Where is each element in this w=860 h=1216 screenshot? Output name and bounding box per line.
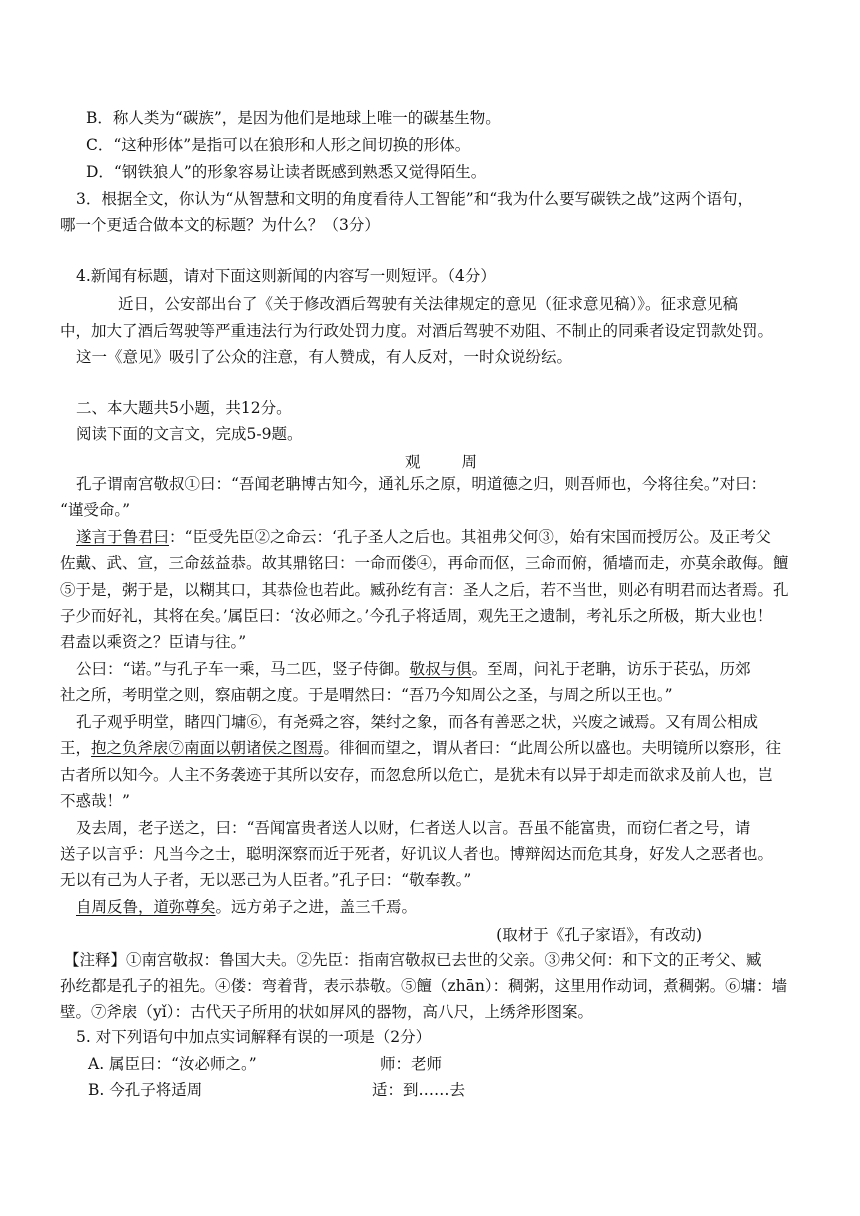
passage-line-6: 子少而好礼，其将在矣。’属臣曰：‘汝必师之。’今孔子将适周，观先王之遗制，考礼乐之所极，斯大业也！ bbox=[60, 607, 773, 625]
option-c-line: C．“这种形体”是指可以在狼形和人形之间切换的形体。 bbox=[86, 136, 471, 154]
news-line-3: 这一《意见》吸引了公众的注意，有人赞成，有人反对，一时众说纷纭。 bbox=[76, 348, 573, 366]
q5-option-b: B. 今孔子将适周 适：到……去 bbox=[88, 1081, 466, 1099]
underlined-sentence-3: 抱之负斧扆⑦南面以朝诸侯之图焉 bbox=[91, 739, 324, 757]
passage-title: 观 周 bbox=[405, 453, 495, 471]
passage-line-5: ⑤于是，粥于是，以糊其口，其恭俭也若此。臧孙纥有言：圣人之后，若不当世，则必有明君而达者焉。孔 bbox=[60, 581, 789, 599]
option-b-line: B．称人类为“碳族”，是因为他们是地球上唯一的碳基生物。 bbox=[86, 109, 501, 127]
reading-instruction: 阅读下面的文言文，完成5-9题。 bbox=[76, 425, 303, 443]
passage-line-15: 送子以言乎：凡当今之士，聪明深察而近于死者，好讥议人者也。博辩闳达而危其身，好发人之恶者也。 bbox=[60, 845, 774, 863]
source-note: (取材于《孔子家语》，有改动) bbox=[496, 926, 702, 944]
passage-line-12: 古者所以知今。人主不务袭迹于其所以安存，而忽怠所以危亡，是犹未有以异于却走而欲求及前人也，岂 bbox=[60, 766, 774, 784]
question-3-line-1: 3．根据全文，你认为“从智慧和文明的角度看待人工智能”和“我为什么要写碳铁之战”这两个语句， bbox=[76, 190, 754, 208]
passage-line-16: 无以有己为人子者，无以恶己为人臣者。”孔子曰：“敬奉教。” bbox=[60, 871, 472, 889]
passage-line-4: 佐戴、武、宣，三命兹益恭。故其鼎铭曰：一命而偻④，再命而伛，三命而俯，循墙而走，亦莫余敢侮。饘 bbox=[60, 554, 789, 572]
q5-option-a: A. 属臣曰：“汝必师之。” 师：老师 bbox=[88, 1055, 443, 1073]
passage-line-7: 君盍以乘资之？臣请与往。” bbox=[60, 633, 247, 651]
underlined-sentence-4: 自周反鲁，道弥尊矣 bbox=[76, 898, 216, 916]
underlined-sentence-1: 遂言于鲁君曰 bbox=[76, 528, 170, 546]
question-4-heading: 4.新闻有标题，请对下面这则新闻的内容写一则短评。（4分） bbox=[76, 267, 496, 285]
q5-option-b-answer: 适：到……去 bbox=[372, 1081, 466, 1099]
passage-line-11: 王，抱之负斧扆⑦南面以朝诸侯之图焉。徘徊而望之，谓从者曰：“此周公所以盛也。夫明镜所以察形，往 bbox=[60, 739, 781, 757]
passage-line-14: 及去周，老子送之，曰：“吾闻富贵者送人以财，仁者送人以言。吾虽不能富贵，而窃仁者之号，请 bbox=[76, 819, 751, 837]
passage-line-9: 社之所，考明堂之则，察庙朝之度。于是喟然曰：“吾乃今知周公之圣，与周之所以王也。” bbox=[60, 686, 673, 704]
news-line-1: 近日，公安部出台了《关于修改酒后驾驶有关法律规定的意见（征求意见稿）》。征求意见稿 bbox=[118, 295, 739, 313]
section-2-heading: 二、本大题共5小题，共12分。 bbox=[76, 399, 292, 417]
passage-line-10: 孔子观乎明堂，睹四门墉⑥，有尧舜之容，桀纣之象，而各有善恶之状，兴废之诫焉。又有周公相成 bbox=[76, 713, 759, 731]
question-3-line-2: 哪一个更适合做本文的标题？为什么？（3分） bbox=[60, 216, 380, 234]
passage-line-17: 自周反鲁，道弥尊矣。远方弟子之进，盖三千焉。 bbox=[76, 898, 418, 916]
passage-line-1: 孔子谓南宫敬叔①曰：“吾闻老聃博古知今，通礼乐之原，明道德之归，则吾师也，今将往矣。”对曰： bbox=[76, 475, 767, 493]
q5-option-a-answer: 师：老师 bbox=[380, 1055, 443, 1073]
passage-line-2: “谨受命。” bbox=[60, 501, 131, 519]
passage-line-3: 遂言于鲁君曰：“臣受先臣②之命云：‘孔子圣人之后也。其祖弗父何③，始有宋国而授厉公。及正考父 bbox=[76, 528, 771, 546]
passage-line-8: 公曰：“诺。”与孔子车一乘，马二匹，竖子侍御。敬叔与俱。至周，问礼于老聃，访乐于苌弘，历郊 bbox=[76, 660, 751, 678]
notes-line-3: 壁。⑦斧扆（yǐ）：古代天子所用的状如屏风的器物，高八尺，上绣斧形图案。 bbox=[60, 1003, 593, 1021]
option-d-line: D．“钢铁狼人”的形象容易让读者既感到熟悉又觉得陌生。 bbox=[86, 163, 487, 181]
notes-line-1: 【注释】①南宫敬叔：鲁国大夫。②先臣：指南宫敬叔已去世的父亲。③弗父何：和下文的正考父、臧 bbox=[64, 951, 762, 969]
notes-line-2: 孙纥都是孔子的祖先。④偻：弯着背，表示恭敬。⑤饘（zhān）：稠粥，这里用作动词，煮稠粥。⑥墉：墙 bbox=[60, 977, 788, 995]
news-line-2: 中，加大了酒后驾驶等严重违法行为行政处罚力度。对酒后驾驶不劝阻、不制止的同乘者设定罚款处罚。 bbox=[60, 322, 774, 340]
question-5-heading: 5. 对下列语句中加点实词解释有误的一项是（2分） bbox=[76, 1028, 432, 1046]
underlined-sentence-2: 敬叔与俱 bbox=[409, 660, 472, 678]
passage-line-13: 不惑哉！” bbox=[60, 792, 130, 810]
